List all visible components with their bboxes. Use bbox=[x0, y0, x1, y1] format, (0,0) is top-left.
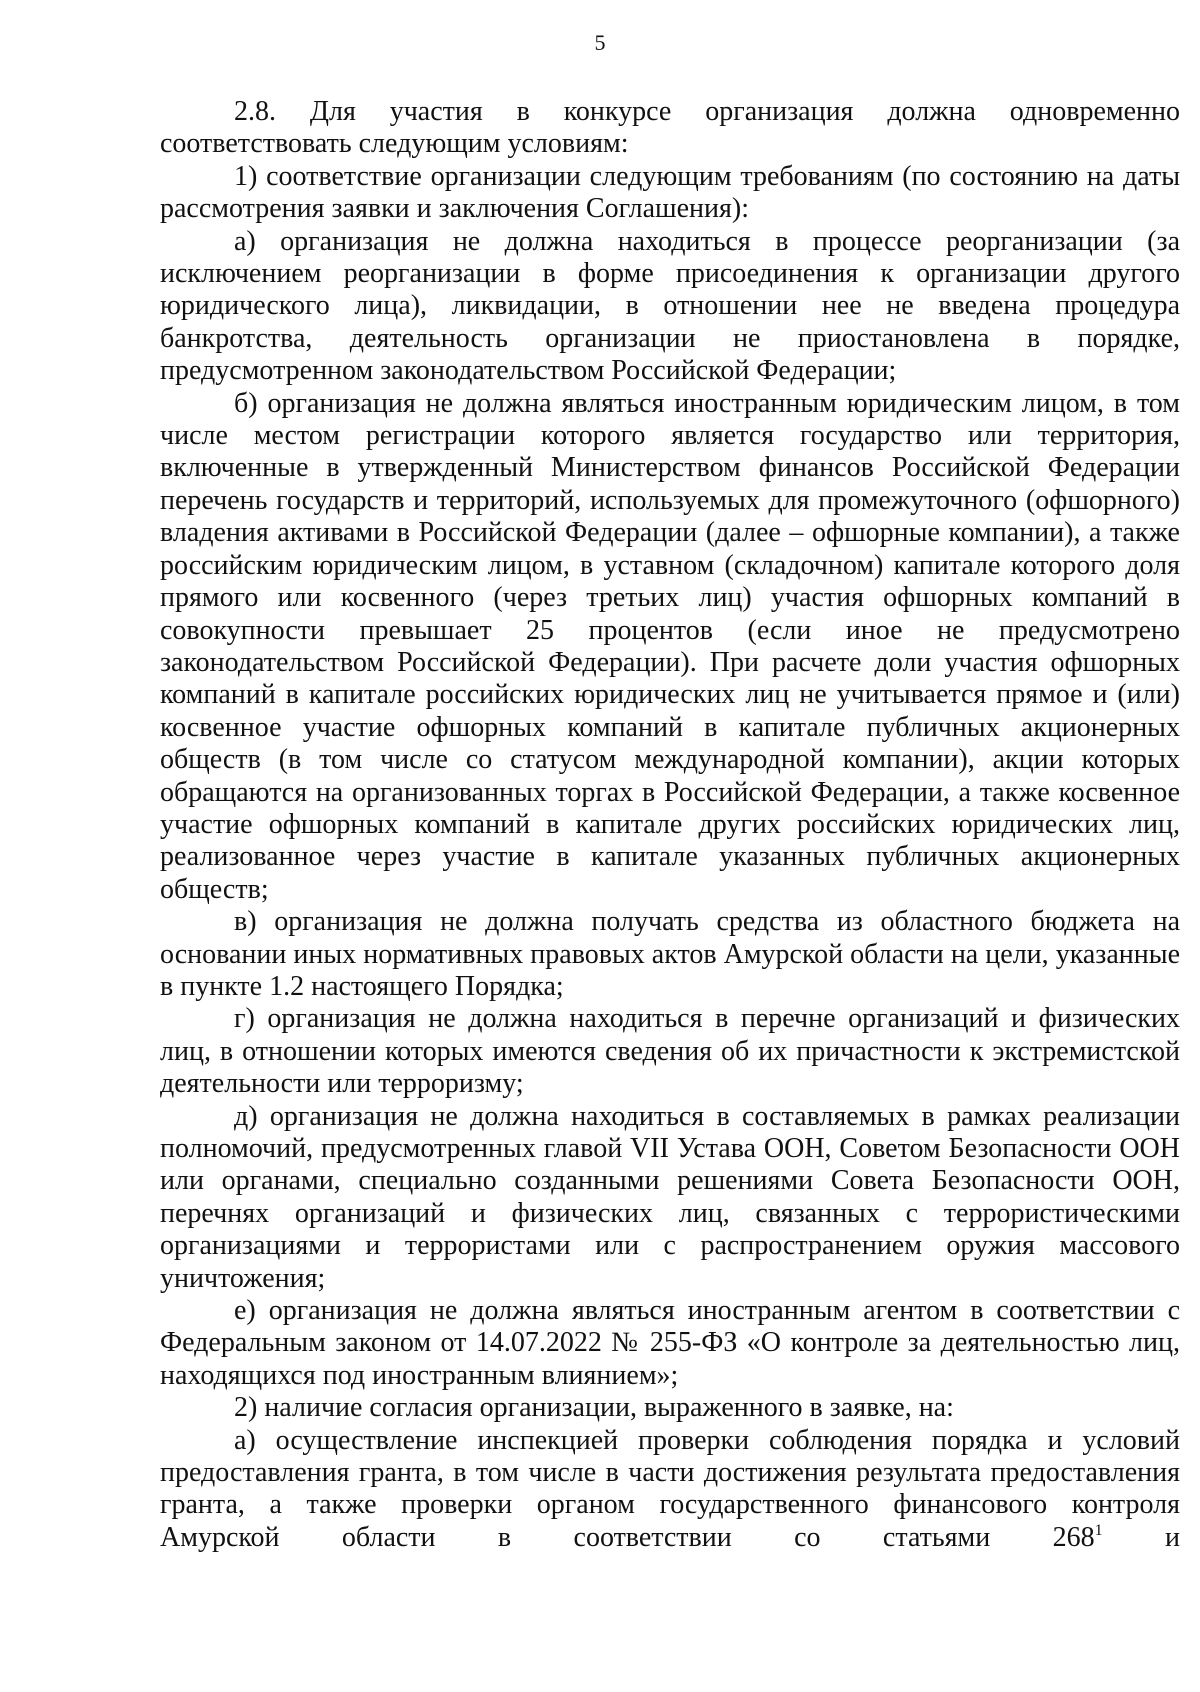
paragraph-condition-2: 2) наличие согласия организации, выраженного в заявке, на: bbox=[234, 1392, 954, 1424]
paragraph-item-d: д) организация не должна находиться в составляемых в рамках реализации полномочий, предусмотренных главой VII Устава ООН, Советом Безопасности ООН или органами, специально созданными решениями Совета Безопасности ООН, перечнях организаций и физических лиц, связанных с террористическими организациями и террористами или с распространением оружия массового уничтожения; bbox=[160, 1100, 1180, 1294]
paragraph-consent-a-text: а) осуществление инспекцией проверки соблюдения порядка и условий предоставления гранта, в том числе в части достижения результата предоставления гранта, а также проверки органом государственного финансового контроля Амурской области в соответствии со статьями 268 bbox=[160, 1424, 1180, 1553]
document-body bbox=[160, 96, 1180, 1554]
paragraph-item-b: б) организация не должна являться иностранным юридическим лицом, в том числе местом регистрации которого является государство или территория, включенные в утвержденный Министерством финансов Российской Федерации перечень государств и территорий, используемых для промежуточного (офшорного) владения активами в Российской Федерации (далее – офшорные компании), а также российским юридическим лицом, в уставном (складочном) капитале которого доля прямого или косвенного (через третьих лиц) участия офшорных компаний в совокупности превышает 25 процентов (если иное не предусмотрено законодательством Российской Федерации). При расчете доли участия офшорных компаний в капитале российских юридических лиц не учитывается прямое и (или) косвенное участие офшорных компаний в капитале публичных акционерных обществ (в том числе со статусом международной компании), акции которых обращаются на организованных торгах в Российской Федерации, а также косвенное участие офшорных компаний в капитале других российских юридических лиц, реализованное через участие в капитале указанных публичных акционерных обществ; bbox=[160, 387, 1180, 905]
paragraph-item-e: е) организация не должна являться иностранным агентом в соответствии с Федеральным законом от 14.07.2022 № 255-ФЗ «О контроле за деятельностью лиц, находящихся под иностранным влиянием»; bbox=[160, 1295, 1180, 1391]
paragraph-2-8: 2.8. Для участия в конкурсе организация должна одновременно соответствовать следующим условиям: bbox=[160, 96, 1180, 160]
article-superscript: 1 bbox=[1094, 1521, 1103, 1539]
paragraph-consent-a-tail: и bbox=[1102, 1521, 1180, 1553]
paragraph-condition-1: 1) соответствие организации следующим требованиям (по состоянию на даты рассмотрения заявки и заключения Соглашения): bbox=[160, 160, 1180, 225]
paragraph-item-g: г) организация не должна находиться в перечне организаций и физических лиц, в отношении которых имеются сведения об их причастности к экстремистской деятельности или терроризму; bbox=[160, 1003, 1180, 1100]
page-number: 5 bbox=[594, 30, 606, 55]
paragraph-consent-a bbox=[160, 1425, 1180, 1555]
paragraph-item-a: а) организация не должна находиться в процессе реорганизации (за исключением реорганизации в форме присоединения к организации другого юридического лица), ликвидации, в отношении нее не введена процедура банкротства, деятельность организации не приостановлена в порядке, предусмотренном законодательством Российской Федерации; bbox=[160, 225, 1180, 387]
paragraph-item-v: в) организация не должна получать средства из областного бюджета на основании иных нормативных правовых актов Амурской области на цели, указанные в пункте 1.2 настоящего Порядка; bbox=[160, 906, 1180, 1002]
